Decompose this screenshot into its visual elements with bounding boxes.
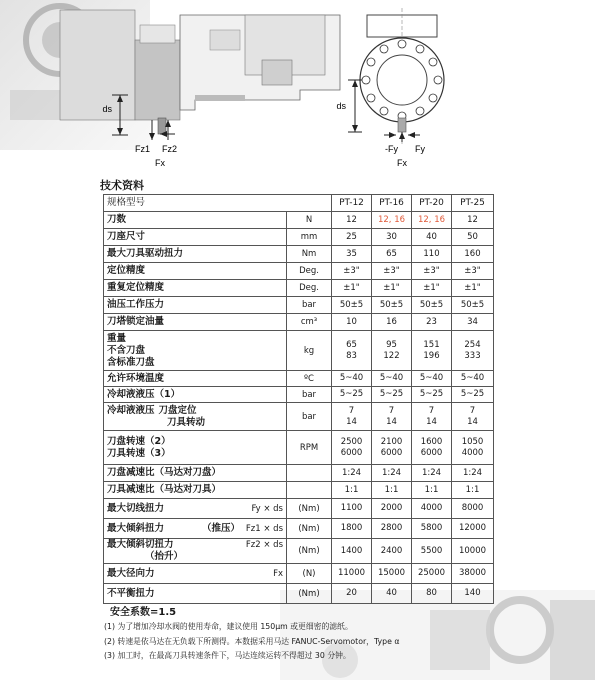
table-row (104, 465, 494, 482)
value-cell: 65 (372, 246, 412, 263)
footnote: (1) 为了增加冷却水阀的使用寿命，建议使用 150μm 或更细密的滤纸。 (104, 622, 353, 631)
row-unit (287, 482, 332, 499)
model-header: PT-16 (372, 195, 412, 212)
row-label-cell (104, 280, 287, 297)
row-label-cell (104, 431, 287, 465)
value-line: 151 (423, 339, 440, 350)
row-label: 油压工作压力 (107, 299, 165, 310)
value-cell: 1:1 (332, 482, 372, 499)
value-cell: 12 (452, 212, 494, 229)
value-cell: 20 (332, 584, 372, 604)
value-line: 1050 (461, 436, 484, 447)
row-label: 刀座尺寸 (107, 231, 146, 242)
row-label-cell (104, 539, 287, 564)
value-line: 122 (383, 350, 400, 361)
model-header: PT-25 (452, 195, 494, 212)
left-ds-label: ds (102, 104, 112, 114)
value-cell: 1:24 (452, 465, 494, 482)
value-cell (372, 331, 412, 371)
table-row (104, 229, 494, 246)
value-cell: 10000 (452, 539, 494, 564)
table-row (104, 431, 494, 465)
value-cell: 5800 (412, 519, 452, 539)
spec-table-body (104, 195, 494, 604)
value-line: 196 (423, 350, 440, 361)
row-unit: mm (287, 229, 332, 246)
value-cell: 8000 (452, 499, 494, 519)
value-cell: 50±5 (412, 297, 452, 314)
row-label: 允许环境温度 (107, 372, 165, 384)
value-line: 14 (346, 416, 357, 427)
row-formula: Fx (273, 568, 283, 579)
value-cell: 4000 (412, 499, 452, 519)
row-label-cell (104, 331, 287, 371)
left-fx-label: Fx (155, 158, 165, 168)
value-cell: 1:1 (372, 482, 412, 499)
value-line: 7 (428, 405, 435, 416)
row-label: 刀具减速比（马达对刀具） (107, 484, 222, 495)
row-label-line: 刀具转速（3） (107, 447, 171, 459)
row-qualifier: （推压） (202, 522, 241, 534)
value-cell: 2400 (372, 539, 412, 564)
table-row (104, 314, 494, 331)
value-line: 95 (386, 339, 397, 350)
row-label-cell (104, 519, 287, 539)
value-cell (412, 403, 452, 431)
table-row (104, 263, 494, 280)
model-header: PT-12 (332, 195, 372, 212)
row-unit: N (287, 212, 332, 229)
value-cell: 1:24 (332, 465, 372, 482)
section-title: 技术资料 (100, 179, 144, 192)
row-unit: (Nm) (287, 499, 332, 519)
row-label-cell (104, 246, 287, 263)
value-cell (332, 331, 372, 371)
value-cell (332, 403, 372, 431)
value-cell: 50 (452, 229, 494, 246)
table-row (104, 387, 494, 403)
row-unit: bar (287, 403, 332, 431)
value-cell: 50±5 (452, 297, 494, 314)
turret-side-view-drawing (60, 10, 340, 140)
row-label-cell (104, 482, 287, 499)
table-row (104, 331, 494, 371)
row-formula: Fz1 × ds (245, 523, 283, 534)
value-line: 83 (346, 350, 357, 361)
value-cell: 110 (412, 246, 452, 263)
value-cell: 5~40 (452, 371, 494, 387)
header-label: 规格型号 (104, 195, 332, 212)
table-row (104, 499, 494, 519)
value-cell: 5~25 (372, 387, 412, 403)
right-fx-label: Fx (397, 158, 407, 168)
value-cell: 1:1 (452, 482, 494, 499)
value-cell: 11000 (332, 564, 372, 584)
value-cell: ±3" (452, 263, 494, 280)
row-label-cell (104, 465, 287, 482)
table-header-row (104, 195, 494, 212)
value-line: 2100 (380, 436, 403, 447)
row-label-cell (104, 314, 287, 331)
row-label: 不平衡扭力 (107, 587, 155, 599)
right-fy-label: Fy (415, 144, 425, 154)
spec-table (103, 194, 494, 604)
value-cell: ±1" (372, 280, 412, 297)
value-cell: 2800 (372, 519, 412, 539)
value-cell: 1800 (332, 519, 372, 539)
value-line: 2500 (340, 436, 363, 447)
value-cell: 1100 (332, 499, 372, 519)
right-neg-fy-label: -Fy (385, 144, 398, 154)
value-cell: 1:24 (372, 465, 412, 482)
model-header: PT-20 (412, 195, 452, 212)
row-unit: (Nm) (287, 519, 332, 539)
row-label: 最大倾斜扭力 (107, 522, 165, 534)
table-row (104, 539, 494, 564)
value-cell: 15000 (372, 564, 412, 584)
value-cell: 140 (452, 584, 494, 604)
value-cell: 40 (412, 229, 452, 246)
row-label-cell (104, 371, 287, 387)
row-label-cell (104, 564, 287, 584)
value-cell: 50±5 (372, 297, 412, 314)
value-cell (452, 331, 494, 371)
value-cell (372, 403, 412, 431)
row-label-cell (104, 212, 287, 229)
table-row (104, 212, 494, 229)
value-line: 7 (388, 405, 395, 416)
value-cell (332, 431, 372, 465)
value-line: 254 (464, 339, 481, 350)
table-row (104, 280, 494, 297)
value-cell: 1:1 (412, 482, 452, 499)
value-cell: 12 (332, 212, 372, 229)
row-label-line (107, 405, 283, 417)
right-ds-label: ds (336, 101, 346, 111)
value-cell: 40 (372, 584, 412, 604)
value-cell: ±1" (452, 280, 494, 297)
row-label: 定位精度 (107, 265, 146, 276)
value-cell: 23 (412, 314, 452, 331)
table-row (104, 482, 494, 499)
value-cell: 1400 (332, 539, 372, 564)
row-unit: (Nm) (287, 539, 332, 564)
row-label-cell (104, 499, 287, 519)
row-label-line: 含标准刀盘 (107, 356, 155, 368)
value-line: 65 (346, 339, 357, 350)
value-line: 7 (469, 405, 476, 416)
table-row (104, 564, 494, 584)
value-line: 333 (464, 350, 481, 361)
row-unit: bar (287, 297, 332, 314)
row-label: 最大径向力 (107, 567, 155, 579)
row-unit: Nm (287, 246, 332, 263)
row-label: 重复定位精度 (107, 282, 165, 293)
value-cell: 5500 (412, 539, 452, 564)
value-line: 14 (467, 416, 478, 427)
value-cell: 35 (332, 246, 372, 263)
value-cell: ±3" (412, 263, 452, 280)
table-row (104, 403, 494, 431)
value-cell: 5~25 (452, 387, 494, 403)
row-label: 刀盘减速比（马达对刀盘） (107, 467, 222, 478)
value-cell: 16 (372, 314, 412, 331)
value-cell: 12000 (452, 519, 494, 539)
value-cell: ±1" (332, 280, 372, 297)
turret-force-diagram (0, 0, 595, 175)
row-unit: (N) (287, 564, 332, 584)
value-cell: 5~40 (412, 371, 452, 387)
value-cell: 5~25 (412, 387, 452, 403)
table-row (104, 246, 494, 263)
value-line: 7 (348, 405, 355, 416)
value-cell: 5~25 (332, 387, 372, 403)
value-cell (412, 431, 452, 465)
footnote: (2) 转速是依马达在无负载下所测得。本数据采用马达 FANUC-Servomotor，Type α (104, 636, 400, 646)
value-line: 14 (386, 416, 397, 427)
table-row (104, 584, 494, 604)
value-cell: 12, 16 (412, 212, 452, 229)
value-cell: 38000 (452, 564, 494, 584)
row-label-cell (104, 263, 287, 280)
footnotes (104, 620, 584, 664)
value-cell: 5~40 (372, 371, 412, 387)
value-cell (372, 431, 412, 465)
left-fz2-label: Fz2 (162, 144, 178, 154)
safety-factor: 安全系数=1.5 (110, 607, 177, 618)
value-cell: 5~40 (332, 371, 372, 387)
row-unit: Deg. (287, 280, 332, 297)
row-label-cell (104, 297, 287, 314)
value-cell: 12, 16 (372, 212, 412, 229)
row-label-line (107, 417, 283, 429)
value-cell: 30 (372, 229, 412, 246)
row-unit (287, 465, 332, 482)
row-label: 最大倾斜切扭力 (107, 539, 174, 550)
row-unit: Deg. (287, 263, 332, 280)
row-label: 最大切线扭力 (107, 502, 165, 514)
table-row (104, 371, 494, 387)
row-label: 冷却液液压（1） (107, 388, 181, 400)
value-cell: 25 (332, 229, 372, 246)
value-cell: ±1" (412, 280, 452, 297)
value-line: 4000 (461, 447, 484, 458)
value-cell: 25000 (412, 564, 452, 584)
left-fz1-label: Fz1 (134, 144, 150, 154)
row-unit: kg (287, 331, 332, 371)
value-cell: 10 (332, 314, 372, 331)
row-label: 冷却液液压 (107, 404, 155, 416)
row-sublabel: 刀具转动 (167, 416, 206, 428)
value-line: 6000 (420, 447, 443, 458)
row-label-line: 重量 (107, 332, 127, 344)
value-cell: 50±5 (332, 297, 372, 314)
row-sublabel: 刀盘定位 (158, 404, 197, 416)
value-cell (452, 431, 494, 465)
row-label: 刀塔锁定油量 (107, 316, 165, 327)
value-cell: 80 (412, 584, 452, 604)
row-label-cell (104, 229, 287, 246)
value-cell: 160 (452, 246, 494, 263)
row-unit: RPM (287, 431, 332, 465)
row-label-cell (104, 403, 287, 431)
turret-front-view-drawing (348, 8, 444, 145)
row-label-cell (104, 387, 287, 403)
row-unit: (Nm) (287, 584, 332, 604)
value-cell: ±3" (372, 263, 412, 280)
row-qualifier: （抬升） (145, 551, 184, 562)
row-unit: cm³ (287, 314, 332, 331)
value-cell: 34 (452, 314, 494, 331)
row-formula: Fz2 × ds (245, 540, 283, 550)
row-label: 最大刀具驱动扭力 (107, 248, 184, 259)
row-label: 刀数 (107, 214, 127, 225)
table-row (104, 519, 494, 539)
row-unit: ºC (287, 371, 332, 387)
row-formula: Fy × ds (251, 503, 283, 514)
row-label-line: 不含刀盘 (107, 344, 146, 356)
value-cell: 1:24 (412, 465, 452, 482)
table-row (104, 297, 494, 314)
row-label-cell (104, 584, 287, 604)
value-line: 6000 (380, 447, 403, 458)
row-label-line: 刀盘转速（2） (107, 435, 171, 447)
value-cell (412, 331, 452, 371)
footnote: (3) 加工时，在最高刀具转速条件下，马达连续运转不得超过 30 分钟。 (104, 651, 351, 660)
value-cell: ±3" (332, 263, 372, 280)
value-cell (452, 403, 494, 431)
value-cell: 2000 (372, 499, 412, 519)
value-line: 14 (426, 416, 437, 427)
row-unit: bar (287, 387, 332, 403)
value-line: 6000 (340, 447, 363, 458)
value-line: 1600 (420, 436, 443, 447)
